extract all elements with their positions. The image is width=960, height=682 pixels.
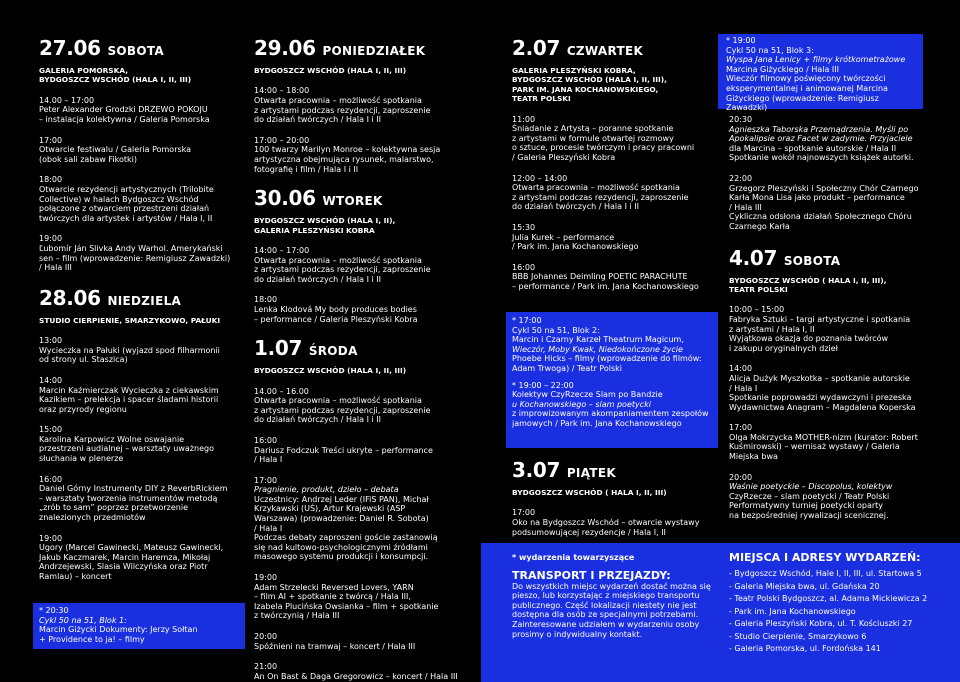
legend: * wydarzenia towarzyszące <box>512 553 635 562</box>
date-heading: 4.07 SOBOTA <box>729 245 841 270</box>
event: * 19:00 – 22:00 Kolektyw CzyRzecze Slam po Bandzie u Kochanowskiego – slam poetycki z improwizowanym akompaniamentem zespołów jamowych / Park im. Jana Kochanowskiego <box>512 380 709 428</box>
venue: STUDIO CIERPIENIE, SMARZYKOWO, PAŁUKI <box>39 315 221 325</box>
event: 14:00 – 18:00 Otwarta pracownia – możliwość spotkania z artystami podczas rezydencji, zaproszenie do działań twórczych / Hala I i II <box>254 86 431 125</box>
event: 15:30 Julia Kurek – performance / Park im. Jana Kochanowskiego <box>512 222 639 252</box>
place-item: - Galeria Pleszyński Kobra, ul. T. Kościuszki 27 <box>729 619 913 628</box>
venue: BYDGOSZCZ WSCHÓD (HALA I, II, III) <box>254 66 407 75</box>
date-heading: 28.06 NIEDZIELA <box>39 285 182 310</box>
place-item: - Studio Cierpienie, Smarzykowo 6 <box>729 631 867 641</box>
day-4-07 <box>729 245 954 521</box>
event: 15:00 Karolina Karpowicz Wolne oswajanie przestrzeni audialnej – warsztaty uważnego słuchania w plenerze <box>39 425 214 464</box>
transport-box <box>481 543 718 682</box>
event: 18:00 Lenka Klodová My body produces bodies – performance / Galeria Pleszyński Kobra <box>254 295 418 324</box>
event: 19:00 Ľubomír Ján Slivka Andy Warhol. Amerykański sen – film (wprowadzenie: Remigiusz Zawadzki) / Hala III <box>39 234 231 273</box>
place-item: - Bydgoszcz Wschód, Hale I, II, III, ul. Startowa 5 <box>729 569 922 578</box>
event: 11:00 Śniadanie z Artystą – poranne spotkanie z artystami w formule otwartej rozmowy o sztuce, procesie twórczym i pracy pracowni / Galeria Pleszyński Kobra <box>512 114 695 162</box>
transport-text: Do wszystkich miejsc wydarzeń dostać można się pieszo, lub korzystając z miejskiego transportu publicznego. Część lokalizacji niestety nie jest dostępna dla osób ze specjalnymi potrzebami. Zainteresowane udziałem w wydarzeniu osoby prosimy o indywidualny kontakt. <box>512 581 711 639</box>
place-item: - Galeria Miejska bwa, ul. Gdańska 20 <box>729 581 880 591</box>
event: 17:00 Oko na Bydgoszcz Wschód – otwarcie wystawy podsumowującej rezydencje / Hala I, II <box>512 508 700 537</box>
event: 16:00 Dariusz Fodczuk Treści ukryte – performance / Hala I <box>254 435 433 465</box>
places-title: MIEJSCA I ADRESY WYDARZEŃ: <box>729 551 921 564</box>
event: 20:00 Waśnie poetyckie – Discopolus, kolektyw CzyRzecze – slam poetycki / Teatr Polski Performatywny turniej poetycki oparty na bezpośredniej rywalizacji scenicznej. <box>729 472 893 521</box>
event: 22:00 Grzegorz Pleszyński i Społeczny Chór Czarnego Karła Mona Lisa jako produkt – performance / Hala III Cykliczna odsłona działań Społecznego Chóru Czarnego Karła <box>729 173 919 231</box>
column-1 <box>39 38 249 582</box>
day-30-06 <box>254 188 474 324</box>
day-1-07 <box>254 338 474 681</box>
event: 21:00 An On Bast & Daga Gregorowicz – koncert / Hala III <box>254 662 458 681</box>
side-event-box-3: * 19:00 Cykl 50 na 51, Blok 3: Wyspa Jana Lenicy + filmy krótkometrażowe Marcina Giżyckiego / Hala III Wieczór filmowy poświęcony twórczości eksperymentalnej i animowanej Marcina Giżyckiego (wprowadzenie: Remigiusz Zawadzki) <box>718 34 923 109</box>
event: 13:00 Wycieczka na Pałuki (wyjazd spod filharmonii od strony ul. Staszica) <box>39 336 220 365</box>
event: 10:00 – 15:00 Fabryka Sztuki – targi artystyczne i spotkania z artystami / Hala I, II Wyjątkowa okazja do poznania twórców i zakupu oryginalnych dzieł <box>729 305 911 353</box>
venue: GALERIA POMORSKA, BYDGOSZCZ WSCHÓD (HALA I, II, III) <box>39 66 192 85</box>
event: 14.00 – 16.00 Otwarta pracownia – możliwość spotkania z artystami podczas rezydencji, zaproszenie do działań twórczych / Hala I i II <box>254 386 431 425</box>
venue: BYDGOSZCZ WSCHÓD ( HALA I, II, III) <box>512 488 667 497</box>
date-heading: 30.06 WTOREK <box>254 186 383 211</box>
event: 17:00 Olga Mokrzycka MOTHER-nizm (kurator: Robert Kuśmirowski) – wernisaż wystawy / Galeria Miejska bwa <box>729 423 918 462</box>
event: 17:00 Otwarcie festiwalu / Galeria Pomorska (obok sali zabaw Fikotki) <box>39 135 192 164</box>
day-29-06 <box>254 38 474 174</box>
event: 19:00 Adam Strzelecki Reversed Lovers, YARN – film AI + spotkanie z twórcą / Hala III, Izabela Plucińska Owsianka – film + spotkanie z twórczynią / Hala III <box>254 573 439 621</box>
date-heading: 2.07 CZWARTEK <box>512 36 644 60</box>
date-heading: 29.06 PONIEDZIAŁEK <box>254 36 426 60</box>
side-event-box-2 <box>506 312 718 448</box>
column-4 <box>729 115 954 521</box>
side-event-box-1: * 20:30 Cykl 50 na 51, Blok 1: Marcin Giżycki Dokumenty: Jerzy Sołtan + Providence to ja! – filmy <box>33 603 245 649</box>
event: 17:00 Pragnienie, produkt, dzieło – debata Uczestnicy: Andrzej Leder (IFiS PAN), Michał Krzykawski (UŚ), Artur Krajewski (ASP Warszawa) (prowadzenie: Daniel R. Sobota) / Hala I Podczas debaty zaproszeni goście zastanowią się nad kultowo-psychologicznymi źródłami masowego systemu produkcji i konsumpcji. <box>254 475 438 562</box>
date-heading: 3.07 PIĄTEK <box>512 458 616 482</box>
event: 14:00 Marcin Kaźmierczak Wycieczka z ciekawskim Kazikiem – prelekcja i spacer śladami historii oraz przyrody regionu <box>39 375 219 414</box>
event: 16:00 Daniel Górny Instrumenty DIY z ReverbRickiem – warsztaty tworzenia instrumentów metodą „zrób to sam” poprzez przetworzenie znalezionych przedmiotów <box>39 474 228 523</box>
event: 20:30 Agnieszka Taborska Przemądrzenia. Myśli po Apokalipsie oraz Facet w zadymie. Przyjaciele dla Marcina – spotkanie autorskie / Hala II Spotkanie wokół najnowszych książek autorki. <box>729 115 914 163</box>
venue: BYDGOSZCZ WSCHÓD (HALA I, II), GALERIA PLESZYŃSKI KOBRA <box>254 216 396 235</box>
venue: BYDGOSZCZ WSCHÓD (HALA I, II, III) <box>254 366 407 376</box>
date-heading: 27.06 SOBOTA <box>39 36 164 60</box>
event: 16:00 BBB Johannes Deimling POETIC PARACHUTE – performance / Park im. Jana Kochanowskiego <box>512 262 699 291</box>
event: * 17:00 Cykl 50 na 51, Blok 2: Marcin i Czarny Karzeł Theatrum Magicum, Wieczór, Moby Kwak, Niedokończone życie Phoebe Hicks – filmy (wprowadzenie do filmów: Adam Trwoga) / Teatr Polski <box>512 316 702 373</box>
day-28-06 <box>39 285 249 582</box>
venue: GALERIA PLESZYŃSKI KOBRA, BYDGOSZCZ WSCHÓD (HALA I, II, III), PARK IM. JANA KOCHANOWSKIEGO, TEATR POLSKI <box>512 66 667 104</box>
event: 14:00 Alicja Dużyk Myszkotka – spotkanie autorskie / Hala I Spotkanie poprowadzi wydawczyni i prezeska Wydawnictwa Anagram – Magdalena Koperska <box>729 364 916 412</box>
transport-title: TRANSPORT I PRZEJAZDY: <box>512 568 671 582</box>
places-box <box>718 543 960 682</box>
event: 18:00 Otwarcie rezydencji artystycznych (Trilobite Collective) w halach Bydgoszcz Wschód połączone z otwarciem przestrzeni działań twórczych dla artystek i artystów / Hala I, II <box>39 175 214 223</box>
place-item: - Galeria Pomorska, ul. Fordońska 141 <box>729 644 881 653</box>
venue: BYDGOSZCZ WSCHÓD ( HALA I, II, III), TEATR POLSKI <box>729 275 887 294</box>
day-3-07 <box>512 460 712 537</box>
event: 17:00 – 20:00 100 twarzy Marilyn Monroe – kolektywna sesja artystyczna obejmująca rysunek, malarstwo, fotografię i film / Hala I i II <box>254 135 441 174</box>
date-heading: 1.07 ŚRODA <box>254 336 358 361</box>
event: 14.00 – 17:00 Peter Alexander Grodzki DRZEWO POKOJU – instalacja kolektywna / Galeria Pomorska <box>39 95 210 124</box>
event: 14:00 – 17:00 Otwarta pracownia – możliwość spotkania z artystami podczas rezydencji, zaproszenie do działań twórczych / Hala I i II <box>254 245 431 284</box>
place-item: - Park im. Jana Kochanowskiego <box>729 606 856 616</box>
column-3 <box>512 38 712 292</box>
place-item: - Teatr Polski Bydgoszcz, al. Adama Mickiewicza 2 <box>729 594 928 603</box>
event: 19:00 Ugory (Marcel Gawinecki, Mateusz Gawinecki, Jakub Kaczmarek, Marcin Haremza, Mikołaj Andrzejewski, Slasia Wilczyńska oraz Piotr Ramlau) – koncert <box>39 533 224 581</box>
day-27-06 <box>39 38 249 273</box>
event: 12:00 – 14:00 Otwarta pracownia – możliwość spotkania z artystami podczas rezydencji, zaproszenie do działań twórczych / Hala I i II <box>512 173 689 212</box>
day-2-07 <box>512 38 712 292</box>
event: 20:00 Spóźnieni na tramwaj – koncert / Hala III <box>254 632 416 651</box>
column-2 <box>254 38 474 681</box>
